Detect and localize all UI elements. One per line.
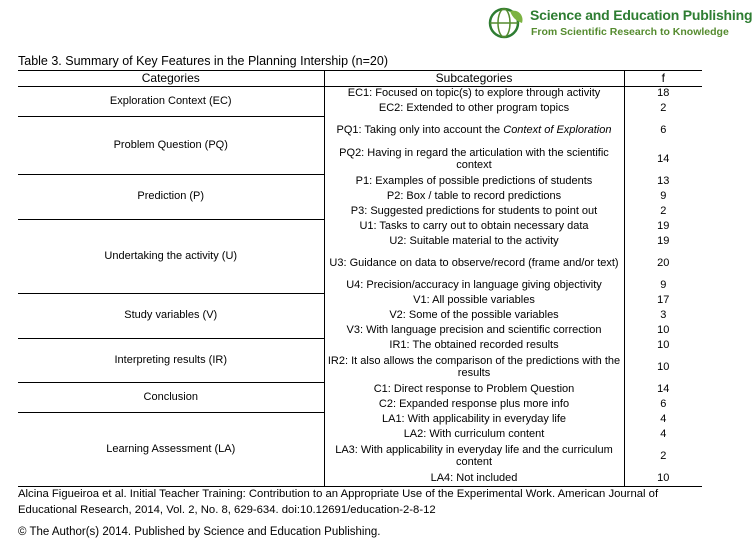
subcategory-cell — [324, 117, 624, 146]
publisher-name: Science and Education Publishing — [530, 7, 752, 23]
subcategory-cell: U2: Suitable material to the activity — [324, 235, 624, 250]
subcategory-italic-text: Context of Exploration — [503, 124, 612, 137]
table-row — [18, 294, 702, 309]
subcategory-cell: LA3: With applicability in everyday life and the curriculum content — [324, 443, 624, 472]
frequency-cell: 14 — [657, 383, 670, 396]
frequency-cell: 2 — [660, 102, 667, 115]
subcategory-cell: PQ2: Having in regard the articulation with the scientific context — [324, 146, 624, 175]
frequency-cell: 19 — [657, 220, 670, 233]
subcategory-cell: U4: Precision/accuracy in language giving objectivity — [324, 279, 624, 294]
table-row — [18, 413, 702, 428]
frequency-cell: 18 — [657, 87, 670, 100]
frequency-cell: 10 — [657, 339, 670, 352]
subcategory-cell: C1: Direct response to Problem Question — [324, 383, 624, 398]
frequency-cell: 4 — [660, 413, 667, 426]
globe-leaf-icon — [486, 5, 526, 41]
category-cell: Interpreting results (IR) — [18, 339, 324, 383]
subcategory-cell: P2: Box / table to record predictions — [324, 190, 624, 205]
table-header-row — [18, 71, 702, 87]
subcategory-cell: LA4: Not included — [324, 472, 624, 487]
table-row — [18, 220, 702, 235]
frequency-cell: 2 — [660, 450, 667, 463]
table-row — [18, 175, 702, 190]
copyright: © The Author(s) 2014. Published by Science and Education Publishing. — [18, 526, 381, 538]
header-categories: Categories — [18, 71, 324, 87]
frequency-cell: 13 — [657, 175, 670, 188]
frequency-cell: 9 — [660, 279, 667, 292]
subcategory-cell: C2: Expanded response plus more info — [324, 398, 624, 413]
subcategory-cell: U3: Guidance on data to observe/record (frame and/or text) — [324, 250, 624, 279]
features-table — [18, 70, 702, 487]
table-row — [18, 117, 702, 146]
category-cell: Study variables (V) — [18, 294, 324, 339]
frequency-cell: 20 — [657, 257, 670, 270]
frequency-cell: 10 — [657, 361, 670, 374]
frequency-cell: 2 — [660, 205, 667, 218]
category-cell: Exploration Context (EC) — [18, 87, 324, 117]
table-row — [18, 339, 702, 354]
subcategory-cell: P3: Suggested predictions for students to point out — [324, 205, 624, 220]
subcategory-cell: IR2: It also allows the comparison of the predictions with the results — [324, 354, 624, 383]
publisher-tagline: From Scientific Research to Knowledge — [531, 26, 729, 38]
subcategory-cell: U1: Tasks to carry out to obtain necessary data — [324, 220, 624, 235]
subcategory-cell: EC2: Extended to other program topics — [324, 102, 624, 117]
category-cell: Undertaking the activity (U) — [18, 220, 324, 294]
subcategory-cell: P1: Examples of possible predictions of students — [324, 175, 624, 190]
subcategory-cell: V3: With language precision and scientific correction — [324, 324, 624, 339]
table-body — [18, 87, 702, 487]
table-row — [18, 87, 702, 102]
frequency-cell: 14 — [657, 153, 670, 166]
header-frequency: f — [624, 71, 702, 87]
publisher-logo — [486, 3, 752, 43]
frequency-cell: 6 — [660, 124, 667, 137]
subcategory-text: PQ1: Taking only into account the — [336, 124, 504, 137]
frequency-cell: 19 — [657, 235, 670, 248]
frequency-cell: 10 — [657, 324, 670, 337]
subcategory-cell: V1: All possible variables — [324, 294, 624, 309]
category-cell: Problem Question (PQ) — [18, 117, 324, 175]
frequency-cell: 4 — [660, 428, 667, 441]
subcategory-cell: IR1: The obtained recorded results — [324, 339, 624, 354]
frequency-cell: 6 — [660, 398, 667, 411]
frequency-cell: 3 — [660, 309, 667, 322]
frequency-cell: 10 — [624, 472, 702, 487]
table-caption: Table 3. Summary of Key Features in the Planning Intership (n=20) — [18, 54, 388, 68]
frequency-cell: 17 — [657, 294, 670, 307]
table-row — [18, 383, 702, 398]
subcategory-cell: LA2: With curriculum content — [324, 428, 624, 443]
category-cell: Conclusion — [18, 383, 324, 413]
citation: Alcina Figueiroa et al. Initial Teacher Training: Contribution to an Appropriate Use of the Experimental Work. American Journal of Educational Research, 2014, Vol. 2, No. 8, 629-634. doi:10.12691/education-2-8-12 — [18, 488, 659, 516]
subcategory-cell: V2: Some of the possible variables — [324, 309, 624, 324]
frequency-cell: 9 — [660, 190, 667, 203]
category-cell: Prediction (P) — [18, 175, 324, 220]
category-cell: Learning Assessment (LA) — [18, 413, 324, 487]
subcategory-cell: EC1: Focused on topic(s) to explore through activity — [324, 87, 624, 102]
header-subcategories: Subcategories — [324, 71, 624, 87]
subcategory-cell: LA1: With applicability in everyday life — [324, 413, 624, 428]
